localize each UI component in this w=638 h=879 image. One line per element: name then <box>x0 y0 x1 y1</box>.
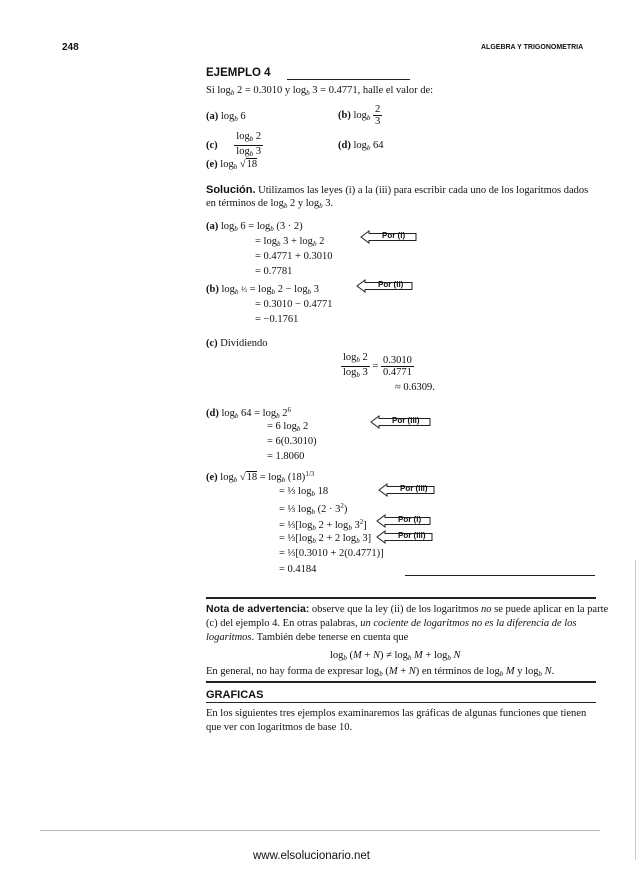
example-intro: Si $\log_b 2 = 0.3010$ y $\log_b 3 = 0.4771$, halle el valor de: <box>206 85 434 97</box>
part-d-line-2: = 6 $\log_b 2$ <box>267 421 309 433</box>
part-e-line-5: = $\frac{1}{3}[\log_b$ 2 + 2 $\log_b 3$] <box>279 533 372 545</box>
part-e-end-rule <box>405 575 595 576</box>
item-b: (b) $\log_b$ $\frac{2}{3}$ <box>338 104 381 127</box>
tag-por-iii-e1: Por (iii) <box>378 483 436 497</box>
scan-edge-mark <box>635 560 636 860</box>
graficas-heading: GRAFICAS <box>206 689 264 701</box>
note-line-3: logaritmos. También debe tenerse en cuenta que <box>206 632 409 643</box>
tag-por-i-a: Por (i) <box>360 230 418 244</box>
example-title: EJEMPLO 4 <box>206 67 271 79</box>
part-e-line-1: (e) $\log_b √18 = \log_b (18)^{1/3}$ <box>206 470 315 484</box>
footer-url[interactable]: www.elsolucionario.net <box>253 850 370 862</box>
part-e-line-2: = ⅓ $\log_b 18$ <box>279 486 329 498</box>
note-top-rule <box>206 597 596 599</box>
part-a-line-4: = 0.7781 <box>255 266 293 277</box>
example-title-rule <box>287 79 410 80</box>
item-d: (d) $\log_b 64$ <box>338 140 384 152</box>
tag-por-ii-b: Por (ii) <box>356 279 414 293</box>
graficas-rule <box>206 702 596 703</box>
note-line-5: En general, no hay forma de expresar $\log_b (M + N)$ en términos de $\log_b M$ y $\log_b N$. <box>206 666 555 678</box>
part-c-approx: ≈ 0.6309. <box>395 382 435 393</box>
part-d-line-3: = 6(0.3010) <box>267 436 317 447</box>
tag-por-iii-e2: Por (iii) <box>376 530 434 544</box>
note-formula: $\log_b (M + N) \ne \log_b M + \log_b N$ <box>330 650 461 662</box>
part-a-line-1: (a) $\log_b 6 = \log_b (3 \cdot 2)$ <box>206 221 303 233</box>
note-line-2: (c) del ejemplo 4. En otras palabras, un cociente de logaritmos no es la diferencia de los <box>206 618 577 629</box>
note-bottom-rule <box>206 681 596 683</box>
part-a-line-3: = 0.4771 + 0.3010 <box>255 251 333 262</box>
part-e-line-3: = ⅓ $\log_b (2 \cdot 3^2)$ <box>279 502 348 516</box>
part-e-line-7: = 0.4184 <box>279 564 317 575</box>
note-line-1: Nota de advertencia: observe que la ley (ii) de los logaritmos no se puede aplicar en la parte <box>206 603 609 615</box>
graficas-line-1: En los siguientes tres ejemplos examinaremos las gráficas de algunas funciones que tienen <box>206 708 587 719</box>
part-b-line-3: = −0.1761 <box>255 314 299 325</box>
running-title: ALGEBRA Y TRIGONOMETRIA <box>481 44 584 51</box>
part-b-line-1: (b) $\log_b$ ⅔ = $\log_b 2 - \log_b 3$ <box>206 284 319 296</box>
tag-por-i-e: Por (i) <box>376 514 434 528</box>
solution-line-2: en términos de $\log_b 2$ y $\log_b 3$. <box>206 198 334 210</box>
page-number: 248 <box>62 42 79 53</box>
graficas-line-2: que ver con logaritmos de base 10. <box>206 722 353 733</box>
solution-line-1: Solución. Utilizamos las leyes (i) a la (iii) para escribir cada uno de los logaritmos dados <box>206 184 589 196</box>
part-a-line-2: = $\log_b 3 + \log_b 2$ <box>255 236 325 248</box>
item-a: (a) $\log_b 6$ <box>206 111 246 123</box>
part-b-line-2: = 0.3010 − 0.4771 <box>255 299 333 310</box>
part-d-line-4: = 1.8060 <box>267 451 305 462</box>
part-e-line-6: = ⅓[0.3010 + 2(0.4771)] <box>279 548 384 559</box>
part-c-label: (c) Dividiendo <box>206 338 268 349</box>
part-d-line-1: (d) $\log_b 64 = \log_b 2^6$ <box>206 406 291 420</box>
scan-bottom-dash <box>40 830 600 831</box>
part-c-fraction: $\frac{\log_b 2}{\log_b 3}$ = $\frac{0.3010}{0.4771}$ <box>343 352 412 379</box>
item-e: (e) $\log_b √18$ <box>206 159 258 171</box>
item-c: (c) $\frac{\log_b 2}{\log_b 3}$ <box>206 131 262 158</box>
part-e-line-4: = $\frac{1}{3}[\log_b$ $2 + \log_b 3^2$] <box>279 518 367 532</box>
tag-por-iii-d: Por (iii) <box>370 415 428 429</box>
